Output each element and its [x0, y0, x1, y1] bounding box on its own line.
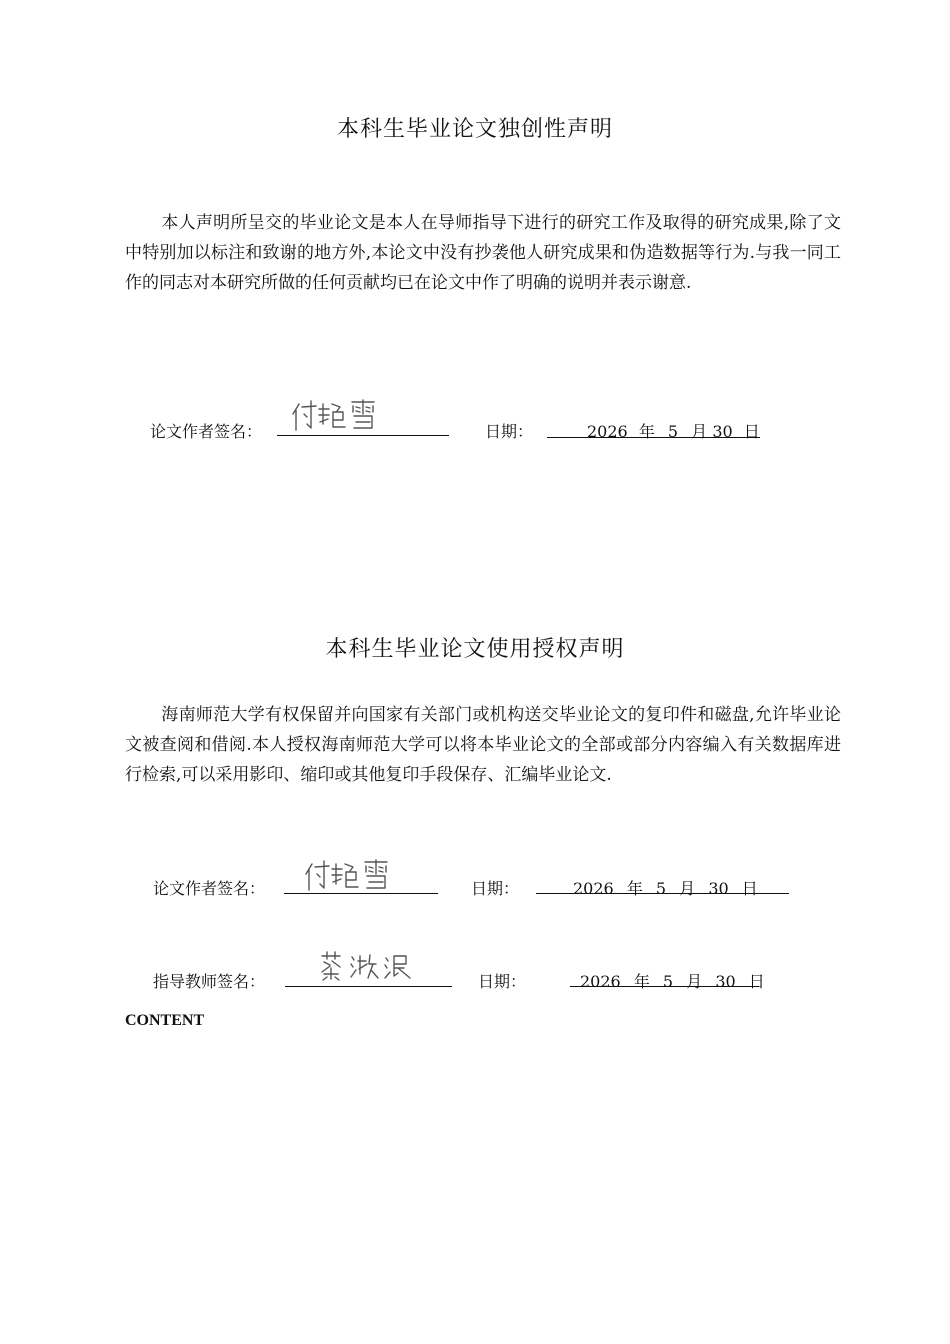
date-year-2: 2026 — [573, 879, 614, 898]
date-year-3: 2026 — [580, 972, 621, 991]
advisor-signature-label: 指导教师签名： — [153, 972, 266, 991]
originality-declaration-text: 本人声明所呈交的毕业论文是本人在导师指导下进行的研究工作及取得的研究成果,除了文中特别加以标注和致谢的地方外,本论文中没有抄袭他人研究成果和伪造数据等行为.与我一同工作的同志对本研究所做的任何贡献均已在论文中作了明确的说明并表示谢意. — [125, 213, 841, 293]
date-month-2: 5 — [655, 879, 667, 898]
date-day-unit-1: 日 — [743, 422, 760, 441]
date-month-1: 5 — [667, 422, 679, 441]
advisor-signature-line — [285, 986, 452, 987]
date-value-3 — [580, 969, 765, 992]
date-label-3: 日期： — [478, 972, 527, 991]
originality-declaration-body — [125, 208, 841, 298]
date-year-1: 2026 — [587, 422, 628, 441]
author-signature-label-1: 论文作者签名： — [150, 422, 263, 441]
authorization-declaration-title: 本科生毕业论文使用授权声明 — [325, 637, 625, 662]
date-day-2: 30 — [708, 879, 729, 898]
date-month-unit-3: 月 — [686, 972, 703, 991]
date-label-2: 日期： — [471, 879, 520, 898]
advisor-signature — [318, 950, 418, 982]
author-signature-2 — [303, 858, 393, 894]
date-year-unit-1: 年 — [638, 422, 655, 441]
author-signature-1 — [290, 398, 380, 434]
authorization-declaration-body — [125, 700, 841, 790]
date-value-2 — [573, 876, 758, 899]
date-label-1: 日期： — [485, 422, 534, 441]
date-year-unit-3: 年 — [633, 972, 650, 991]
date-month-unit-2: 月 — [679, 879, 696, 898]
date-value-1 — [587, 419, 760, 442]
author-signature-label-2: 论文作者签名： — [153, 879, 266, 898]
content-heading: CONTENT — [125, 1012, 205, 1029]
date-day-3: 30 — [715, 972, 736, 991]
date-day-1: 30 — [712, 422, 733, 441]
date-month-unit-1: 月 — [691, 422, 708, 441]
date-month-3: 5 — [662, 972, 674, 991]
authorization-declaration-text: 海南师范大学有权保留并向国家有关部门或机构送交毕业论文的复印件和磁盘,允许毕业论文被查阅和借阅.本人授权海南师范大学可以将本毕业论文的全部或部分内容编入有关数据库进行检索,可以采用影印、缩印或其他复印手段保存、汇编毕业论文. — [125, 705, 841, 785]
date-day-unit-2: 日 — [741, 879, 758, 898]
originality-declaration-title: 本科生毕业论文独创性声明 — [336, 117, 613, 142]
date-year-unit-2: 年 — [626, 879, 643, 898]
date-day-unit-3: 日 — [748, 972, 765, 991]
author-signature-line-1 — [277, 435, 449, 436]
